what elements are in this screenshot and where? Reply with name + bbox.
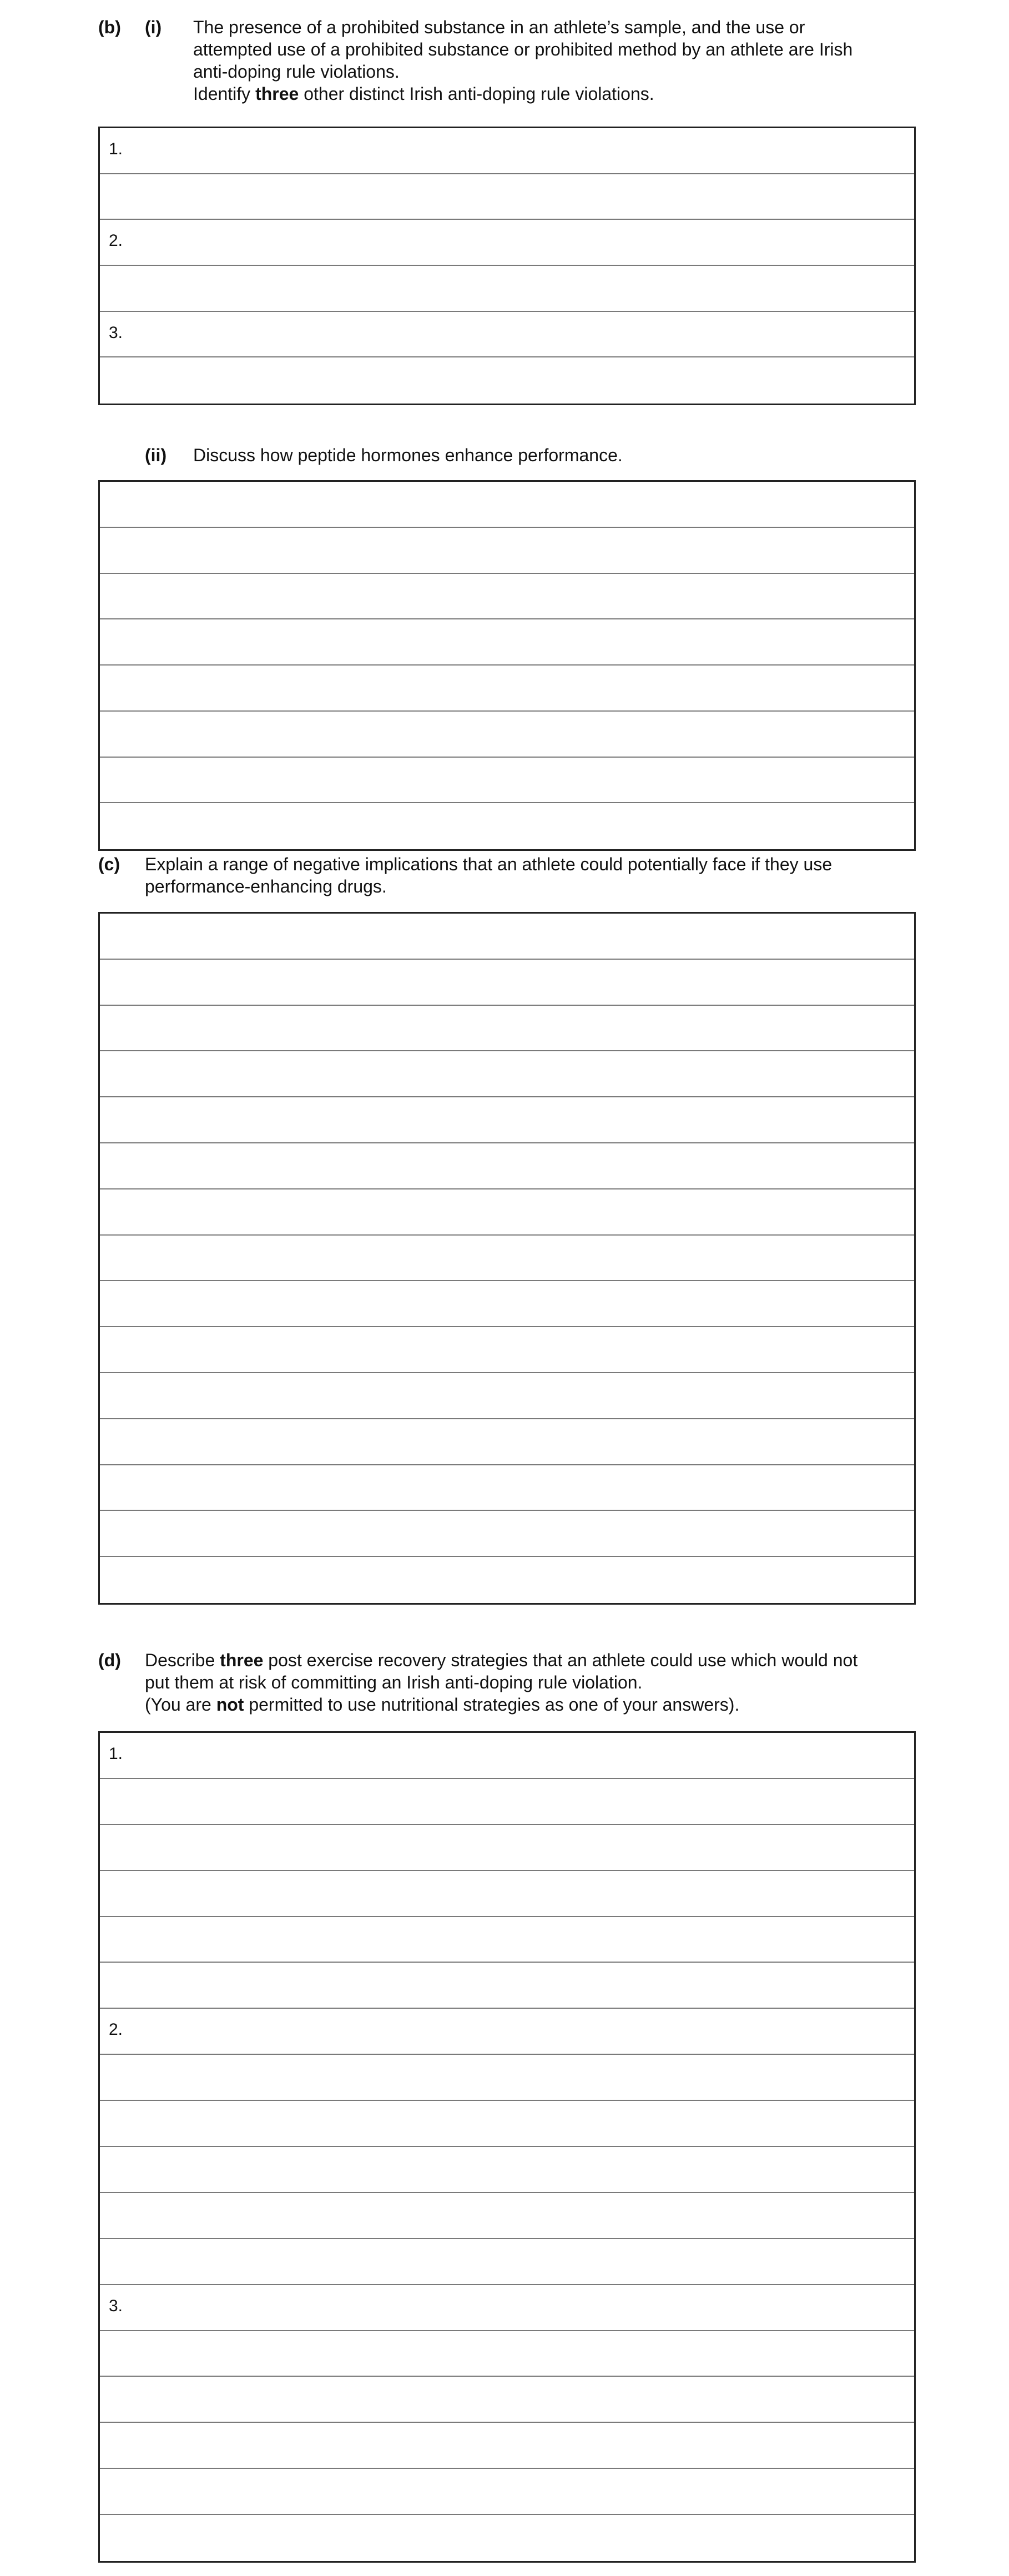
answer-line[interactable]	[100, 220, 914, 266]
answer-line[interactable]	[100, 1557, 914, 1603]
answer-line[interactable]	[100, 1143, 914, 1189]
answer-line[interactable]	[100, 1373, 914, 1419]
answer-line[interactable]	[100, 1779, 914, 1825]
answer-line[interactable]	[100, 1917, 914, 1963]
part-d-line3-bold: not	[216, 1695, 244, 1715]
answer-line[interactable]	[100, 758, 914, 804]
part-b-i-label: (i)	[145, 17, 162, 37]
part-d-label: (d)	[98, 1650, 121, 1670]
answer-line[interactable]	[100, 1511, 914, 1557]
part-d-line3-pre: (You are	[145, 1695, 216, 1715]
part-d-text-line-2: put them at risk of committing an Irish anti-doping rule violation.	[145, 1672, 643, 1692]
part-b-label: (b)	[98, 17, 121, 37]
answer-line[interactable]	[100, 2147, 914, 2193]
answer-box-b-ii	[98, 480, 916, 851]
part-d-question	[145, 1649, 916, 1716]
answer-line[interactable]	[100, 2377, 914, 2423]
part-b-i-instruction-post: other distinct Irish anti-doping rule violations.	[299, 84, 654, 104]
part-d-text-line-3	[145, 1693, 916, 1716]
answer-line[interactable]	[100, 2331, 914, 2377]
answer-line[interactable]	[100, 1825, 914, 1871]
answer-line[interactable]	[100, 482, 914, 528]
answer-line[interactable]	[100, 1236, 914, 1282]
part-d-line1-pre: Describe	[145, 1650, 220, 1670]
answer-line[interactable]	[100, 1963, 914, 2009]
answer-number-3: 3.	[109, 2296, 123, 2315]
answer-line[interactable]	[100, 1871, 914, 1917]
part-b-i-text-line-1: The presence of a prohibited substance in an athlete’s sample, and the use or	[193, 17, 805, 37]
answer-line[interactable]	[100, 1189, 914, 1236]
answer-box-c	[98, 912, 916, 1605]
part-b-i-question	[193, 16, 915, 105]
answer-line[interactable]	[100, 2101, 914, 2147]
part-c-text-line-2: performance-enhancing drugs.	[145, 876, 387, 896]
answer-line[interactable]	[100, 2423, 914, 2469]
answer-line[interactable]	[100, 2009, 914, 2055]
answer-line[interactable]	[100, 2055, 914, 2101]
answer-number-3: 3.	[109, 323, 123, 342]
answer-line[interactable]	[100, 712, 914, 758]
answer-line[interactable]	[100, 2239, 914, 2285]
answer-line[interactable]	[100, 266, 914, 312]
part-b-ii-label: (ii)	[145, 445, 167, 465]
answer-line[interactable]	[100, 1281, 914, 1327]
part-d-line1-bold: three	[220, 1650, 264, 1670]
part-b-i-instruction-pre: Identify	[193, 84, 256, 104]
answer-line[interactable]	[100, 2515, 914, 2561]
part-d-text-line-1	[145, 1649, 916, 1671]
part-b-ii-question: Discuss how peptide hormones enhance performance.	[193, 445, 623, 465]
answer-line[interactable]	[100, 528, 914, 574]
answer-box-b-i	[98, 127, 916, 405]
answer-line[interactable]	[100, 914, 914, 960]
part-b-i-instruction-bold: three	[255, 84, 299, 104]
answer-line[interactable]	[100, 619, 914, 666]
answer-line[interactable]	[100, 128, 914, 174]
answer-line[interactable]	[100, 1465, 914, 1511]
answer-line[interactable]	[100, 803, 914, 849]
answer-line[interactable]	[100, 666, 914, 712]
answer-number-1: 1.	[109, 140, 123, 158]
answer-number-2: 2.	[109, 231, 123, 250]
answer-box-d	[98, 1731, 916, 2563]
answer-line[interactable]	[100, 174, 914, 220]
answer-number-1: 1.	[109, 1745, 123, 1763]
answer-line[interactable]	[100, 1051, 914, 1097]
answer-line[interactable]	[100, 2285, 914, 2331]
part-c-label: (c)	[98, 854, 120, 874]
part-d-line1-post: post exercise recovery strategies that an athlete could use which would not	[263, 1650, 858, 1670]
answer-line[interactable]	[100, 574, 914, 620]
answer-line[interactable]	[100, 2469, 914, 2515]
answer-line[interactable]	[100, 2193, 914, 2239]
part-c-question	[145, 853, 916, 898]
part-b-i-text-line-3: anti-doping rule violations.	[193, 62, 400, 82]
answer-line[interactable]	[100, 960, 914, 1006]
part-b-i-text-line-2: attempted use of a prohibited substance or prohibited method by an athlete are Irish	[193, 39, 853, 59]
answer-line[interactable]	[100, 1097, 914, 1143]
answer-line[interactable]	[100, 1419, 914, 1465]
part-d-line3-post: permitted to use nutritional strategies as one of your answers).	[244, 1695, 740, 1715]
answer-line[interactable]	[100, 312, 914, 358]
answer-line[interactable]	[100, 1327, 914, 1373]
part-b-i-instruction	[193, 83, 915, 105]
answer-number-2: 2.	[109, 2020, 123, 2039]
part-c-text-line-1: Explain a range of negative implications that an athlete could potentially face if they use	[145, 854, 833, 874]
answer-line[interactable]	[100, 1733, 914, 1779]
answer-line[interactable]	[100, 357, 914, 404]
answer-line[interactable]	[100, 1006, 914, 1052]
